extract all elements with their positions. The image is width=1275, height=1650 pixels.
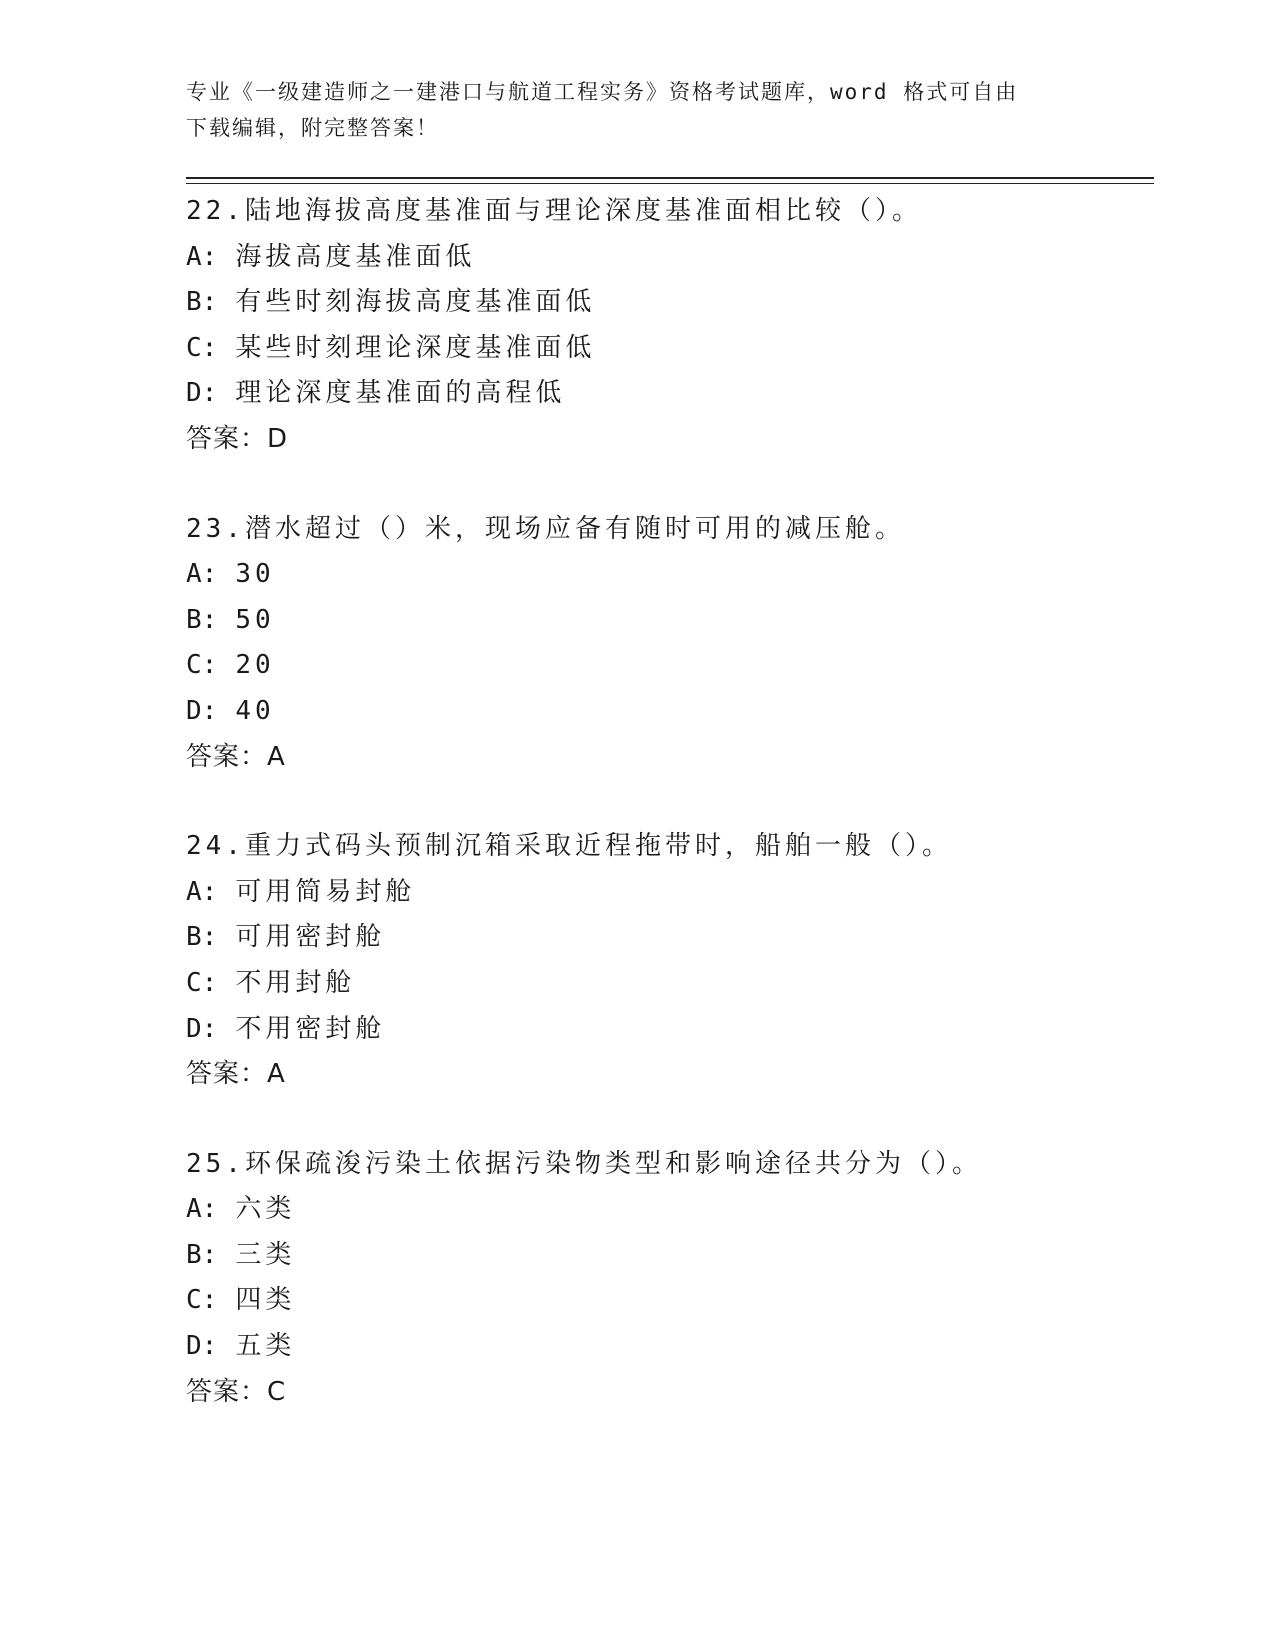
question-24: [186, 824, 1136, 1098]
document-header: [186, 74, 1086, 146]
question-list: [186, 189, 1136, 1459]
option-b: [186, 1233, 1136, 1279]
option-text: 某些时刻理论深度基准面低: [235, 332, 596, 363]
question-22: [186, 189, 1136, 463]
option-text: 五类: [235, 1331, 296, 1362]
question-stem: 22.陆地海拔高度基准面与理论深度基准面相比较（）。: [186, 196, 922, 226]
option-text: 不用封舱: [235, 967, 356, 998]
option-text: 海拔高度基准面低: [235, 241, 476, 272]
option-text: 六类: [235, 1194, 296, 1225]
option-a: [186, 870, 1136, 916]
option-b: [186, 915, 1136, 961]
option-text: 20: [235, 650, 275, 681]
option-key: D:: [186, 1013, 218, 1044]
option-key: B:: [186, 1239, 218, 1270]
option-key: A:: [186, 876, 218, 907]
option-text: 可用密封舱: [235, 922, 386, 953]
option-text: 理论深度基准面的高程低: [235, 378, 566, 409]
option-text: 四类: [235, 1285, 296, 1316]
question-23: [186, 507, 1136, 781]
option-text: 三类: [235, 1239, 296, 1270]
option-a: [186, 1187, 1136, 1233]
option-key: A:: [186, 559, 218, 590]
option-key: A:: [186, 241, 218, 272]
answer-line: 答案：D: [186, 423, 289, 454]
answer-line: 答案：A: [186, 1059, 286, 1090]
question-stem: 23.潜水超过（）米，现场应备有随时可用的减压舱。: [186, 513, 905, 544]
option-key: D:: [186, 1331, 218, 1362]
option-key: C:: [186, 650, 218, 681]
question-25: [186, 1142, 1136, 1416]
option-text: 有些时刻海拔高度基准面低: [235, 287, 596, 318]
question-stem: 25.环保疏浚污染土依据污染物类型和影响途径共分为（）。: [186, 1148, 982, 1179]
option-c: [186, 961, 1136, 1007]
option-c: [186, 643, 1136, 689]
option-text: 30: [235, 559, 275, 590]
option-c: [186, 1278, 1136, 1324]
option-d: [186, 689, 1136, 735]
option-key: C:: [186, 967, 218, 998]
header-line-2: 下载编辑，附完整答案！: [186, 116, 439, 140]
option-key: B:: [186, 922, 218, 953]
option-key: D:: [186, 695, 218, 726]
option-d: [186, 1007, 1136, 1053]
option-text: 不用密封舱: [235, 1013, 386, 1044]
header-line-1: 专业《一级建造师之一建港口与航道工程实务》资格考试题库，word 格式可自由: [186, 80, 1019, 104]
option-key: C:: [186, 1285, 218, 1316]
option-a: [186, 552, 1136, 598]
option-key: C:: [186, 332, 218, 363]
option-key: B:: [186, 287, 218, 318]
option-text: 40: [235, 695, 275, 726]
option-text: 50: [235, 604, 275, 635]
option-key: A:: [186, 1194, 218, 1225]
option-d: [186, 1324, 1136, 1370]
header-divider-thin: [186, 183, 1154, 184]
question-stem: 24.重力式码头预制沉箱采取近程拖带时，船舶一般（）。: [186, 831, 952, 862]
option-key: B:: [186, 604, 218, 635]
option-a: [186, 235, 1136, 281]
answer-line: 答案：C: [186, 1376, 287, 1407]
option-d: [186, 371, 1136, 417]
option-b: [186, 598, 1136, 644]
answer-line: 答案：A: [186, 741, 286, 772]
option-key: D:: [186, 378, 218, 409]
option-c: [186, 326, 1136, 372]
option-text: 可用简易封舱: [235, 876, 416, 907]
header-divider-thick: [186, 177, 1154, 179]
option-b: [186, 280, 1136, 326]
